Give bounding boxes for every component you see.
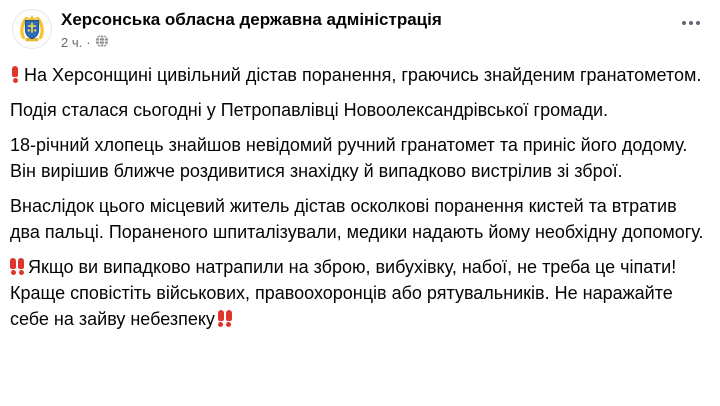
post-paragraph (10, 254, 710, 332)
post-paragraph (10, 193, 710, 245)
paragraph-text: Якщо ви випадково натрапили на зброю, вибухівку, набої, не треба це чіпати! Краще сповістіть військових, правоохоронців або рятувальників. Не наражайте себе на зайву небезпеку (10, 257, 677, 329)
double-red-exclamation-icon (218, 310, 232, 327)
post-content (0, 56, 720, 332)
more-options-button[interactable] (678, 11, 704, 35)
paragraph-text: На Херсонщині цивільний дістав поранення, граючись знайденим гранатометом. (24, 65, 702, 85)
post-meta (61, 33, 678, 52)
paragraph-text: 18-річний хлопець знайшов невідомий ручний гранатомет та приніс його додому. Він вирішив ближче роздивитися знахідку й випадково вистрілив зі зброї. (10, 135, 688, 181)
header-text (61, 9, 678, 52)
globe-icon (95, 34, 109, 52)
double-red-exclamation-icon (10, 258, 24, 275)
post-header (0, 0, 720, 56)
post-paragraph (10, 97, 710, 123)
paragraph-text: Внаслідок цього місцевий житель дістав осколкові поранення кистей та втратив два пальці. Пораненого шпиталізували, медики надають йому необхідну допомогу. (10, 196, 704, 242)
page-name-link[interactable]: Херсонська обласна державна адміністрація (61, 10, 442, 29)
kherson-coat-of-arms-icon (13, 10, 51, 48)
red-exclamation-icon (12, 66, 18, 83)
post-paragraph (10, 62, 710, 88)
timestamp[interactable]: 2 ч. (61, 34, 83, 50)
ellipsis-icon (682, 21, 686, 25)
post-paragraph (10, 132, 710, 184)
avatar[interactable] (12, 9, 52, 49)
paragraph-text: Подія сталася сьогодні у Петропавлівці Новоолександрівської громади. (10, 100, 609, 120)
meta-separator: · (86, 34, 91, 50)
